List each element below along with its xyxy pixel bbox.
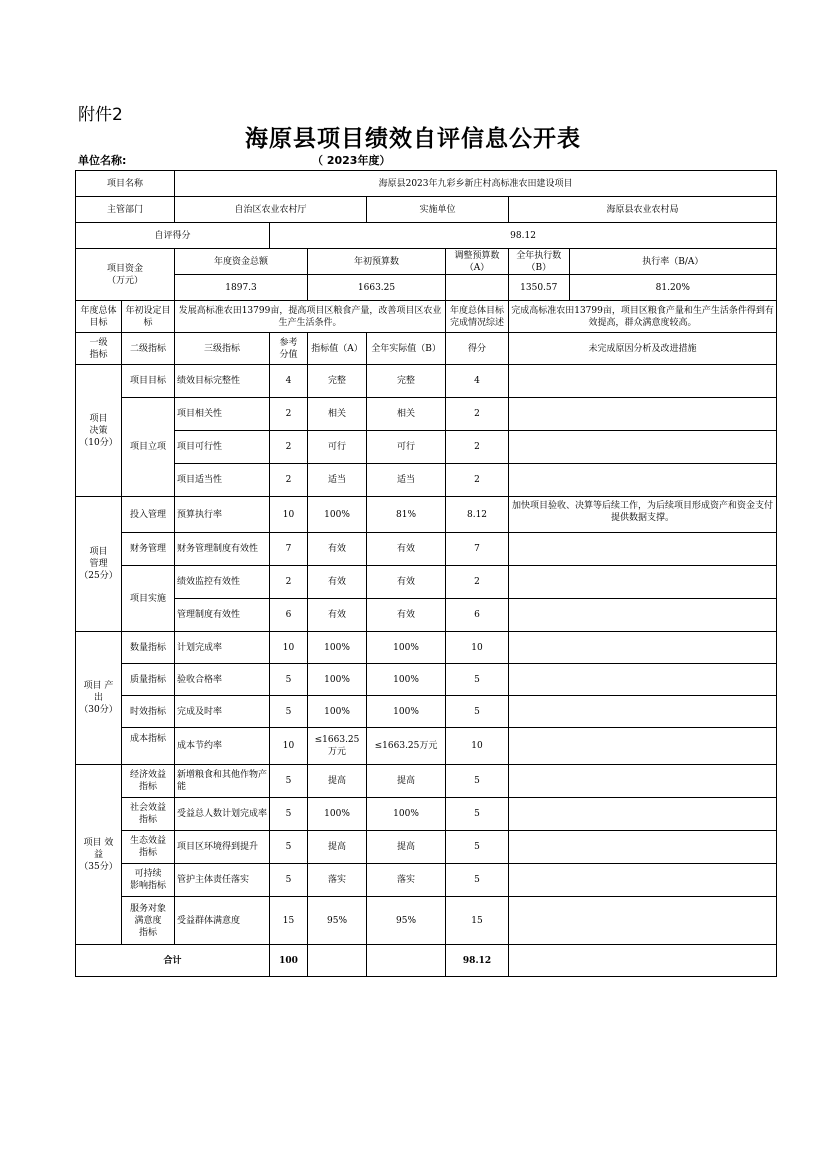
row-l2: 项目立项 — [122, 398, 175, 497]
row-l3: 项目可行性 — [175, 431, 270, 464]
row-ref: 10 — [270, 632, 308, 664]
row-target: 有效 — [308, 599, 367, 632]
row-l3: 成本节约率 — [175, 728, 270, 765]
row-l3: 绩效监控有效性 — [175, 566, 270, 599]
row-actual: ≤1663.25万元 — [367, 728, 446, 765]
total-label: 合计 — [76, 945, 270, 977]
table-row — [76, 464, 777, 497]
row-reason — [509, 632, 777, 664]
table-row — [76, 664, 777, 696]
row-score: 5 — [446, 765, 509, 798]
impl-label: 实施单位 — [367, 197, 509, 223]
row-l2: 时效指标 — [122, 696, 175, 728]
total-ref: 100 — [270, 945, 308, 977]
row-l3: 预算执行率 — [175, 497, 270, 533]
row-ref: 5 — [270, 765, 308, 798]
page-title: 海原县项目绩效自评信息公开表 — [245, 125, 581, 152]
table-row — [76, 497, 777, 533]
row-l3: 验收合格率 — [175, 664, 270, 696]
row-reason — [509, 728, 777, 765]
row-actual: 落实 — [367, 864, 446, 897]
funds-value-row — [76, 275, 777, 301]
row-l3: 新增粮食和其他作物产能 — [175, 765, 270, 798]
row-ref: 10 — [270, 728, 308, 765]
row-ref: 5 — [270, 696, 308, 728]
table-row — [76, 696, 777, 728]
row-target: 100% — [308, 632, 367, 664]
row-target: 100% — [308, 664, 367, 696]
row-score: 2 — [446, 464, 509, 497]
row-l3: 项目适当性 — [175, 464, 270, 497]
row-reason — [509, 431, 777, 464]
row-l3: 财务管理制度有效性 — [175, 533, 270, 566]
row-reason — [509, 831, 777, 864]
header-actual: 全年实际值（B） — [367, 333, 446, 365]
row-target: 提高 — [308, 765, 367, 798]
row-actual: 100% — [367, 632, 446, 664]
row-l2: 服务对象 满意度 指标 — [122, 897, 175, 945]
row-l3: 计划完成率 — [175, 632, 270, 664]
completion-text: 完成高标准农田13799亩，项目区粮食产量和生产生活条件得到有效提高，群众满意度较高。 — [509, 301, 777, 333]
executed-label: 全年执行数 （B） — [509, 249, 569, 274]
annual-total-label: 年度资金总额 — [175, 249, 308, 275]
row-target: 95% — [308, 897, 367, 945]
exec-value-subtable — [509, 275, 776, 300]
row-ref: 10 — [270, 497, 308, 533]
total-target — [308, 945, 367, 977]
row-actual: 提高 — [367, 831, 446, 864]
funds-label: 项目资金 （万元） — [76, 249, 175, 301]
row-score: 5 — [446, 798, 509, 831]
row-ref: 7 — [270, 533, 308, 566]
row-l2: 成本指标 — [122, 728, 175, 765]
table-row — [76, 864, 777, 897]
total-row — [76, 945, 777, 977]
table-row — [76, 566, 777, 599]
unit-name-label: 单位名称: — [78, 154, 127, 167]
total-reason — [509, 945, 777, 977]
executed-value: 1350.57 — [509, 275, 569, 300]
indicator-header-row — [76, 333, 777, 365]
row-score: 5 — [446, 831, 509, 864]
row-l2: 可持续 影响指标 — [122, 864, 175, 897]
row-l2: 项目目标 — [122, 365, 175, 398]
rate-value: 81.20% — [655, 282, 690, 293]
row-ref: 2 — [270, 431, 308, 464]
row-actual: 提高 — [367, 765, 446, 798]
row-ref: 5 — [270, 864, 308, 897]
table-row — [76, 831, 777, 864]
row-ref: 15 — [270, 897, 308, 945]
header-l3: 三级指标 — [175, 333, 270, 365]
row-target: 100% — [308, 798, 367, 831]
row-actual: 100% — [367, 664, 446, 696]
table-row — [76, 398, 777, 431]
row-target: 可行 — [308, 431, 367, 464]
row-score: 5 — [446, 864, 509, 897]
annual-total-value: 1897.3 — [175, 275, 308, 301]
performance-table — [75, 170, 777, 977]
row-reason — [509, 765, 777, 798]
header-target: 指标值（A） — [308, 333, 367, 365]
project-name-row — [76, 171, 777, 197]
header-l2: 二级指标 — [122, 333, 175, 365]
row-reason — [509, 798, 777, 831]
row-score: 7 — [446, 533, 509, 566]
row-actual: 相关 — [367, 398, 446, 431]
row-reason — [509, 664, 777, 696]
row-score: 2 — [446, 398, 509, 431]
row-target: ≤1663.25 万元 — [308, 728, 367, 765]
row-l2: 经济效益 指标 — [122, 765, 175, 798]
table-row — [76, 798, 777, 831]
header-reason: 未完成原因分析及改进措施 — [509, 333, 777, 365]
row-score: 6 — [446, 599, 509, 632]
row-actual: 有效 — [367, 566, 446, 599]
row-actual: 可行 — [367, 431, 446, 464]
goal-label: 年度总体目标 — [76, 301, 122, 333]
table-row — [76, 728, 777, 765]
row-ref: 4 — [270, 365, 308, 398]
row-ref: 5 — [270, 664, 308, 696]
attachment-label: 附件2 — [78, 105, 123, 125]
row-actual: 100% — [367, 696, 446, 728]
dept-label: 主管部门 — [76, 197, 175, 223]
adjusted-budget-value — [446, 275, 509, 301]
row-l2: 质量指标 — [122, 664, 175, 696]
row-l3: 受益总人数计划完成率 — [175, 798, 270, 831]
table-row — [76, 599, 777, 632]
row-ref: 2 — [270, 464, 308, 497]
row-ref: 5 — [270, 798, 308, 831]
row-target: 100% — [308, 497, 367, 533]
group-management: 项目 管理 （25分） — [76, 497, 122, 632]
adjusted-budget-label: 调整预算数 （A） — [446, 249, 509, 275]
row-target: 100% — [308, 696, 367, 728]
row-target: 落实 — [308, 864, 367, 897]
initial-budget-value: 1663.25 — [308, 275, 446, 301]
project-name-label: 项目名称 — [76, 171, 175, 197]
table-row — [76, 533, 777, 566]
row-actual: 完整 — [367, 365, 446, 398]
funds-header-row — [76, 249, 777, 275]
row-ref: 5 — [270, 831, 308, 864]
row-target: 完整 — [308, 365, 367, 398]
header-score: 得分 — [446, 333, 509, 365]
row-reason — [509, 398, 777, 431]
row-actual: 有效 — [367, 599, 446, 632]
row-actual: 有效 — [367, 533, 446, 566]
row-l3: 完成及时率 — [175, 696, 270, 728]
self-score-value: 98.12 — [270, 223, 777, 249]
group-benefit: 项目 效 益 （35分） — [76, 765, 122, 945]
row-reason — [509, 864, 777, 897]
row-actual: 95% — [367, 897, 446, 945]
row-l2: 投入管理 — [122, 497, 175, 533]
row-score: 8.12 — [446, 497, 509, 533]
row-actual: 适当 — [367, 464, 446, 497]
row-score: 10 — [446, 728, 509, 765]
row-l3: 管理制度有效性 — [175, 599, 270, 632]
row-actual: 100% — [367, 798, 446, 831]
row-reason — [509, 897, 777, 945]
row-reason — [509, 566, 777, 599]
row-score: 5 — [446, 696, 509, 728]
initial-goal-label: 年初设定目标 — [122, 301, 175, 333]
row-l3: 项目相关性 — [175, 398, 270, 431]
row-score: 10 — [446, 632, 509, 664]
header-l1: 一级 指标 — [76, 333, 122, 365]
row-target: 相关 — [308, 398, 367, 431]
group-output: 项目 产 出 （30分） — [76, 632, 122, 765]
table-row — [76, 431, 777, 464]
row-l2: 社会效益 指标 — [122, 798, 175, 831]
row-ref: 2 — [270, 398, 308, 431]
completion-label: 年度总体目标完成情况综述 — [446, 301, 509, 333]
initial-budget-label: 年初预算数 — [308, 249, 446, 275]
row-target: 提高 — [308, 831, 367, 864]
row-reason — [509, 365, 777, 398]
row-l2: 数量指标 — [122, 632, 175, 664]
row-reason — [509, 533, 777, 566]
header-ref: 参考 分值 — [270, 333, 308, 365]
row-score: 15 — [446, 897, 509, 945]
dept-value: 自治区农业农村厅 — [175, 197, 367, 223]
row-l3: 项目区环境得到提升 — [175, 831, 270, 864]
row-target: 有效 — [308, 566, 367, 599]
row-ref: 6 — [270, 599, 308, 632]
table-row — [76, 365, 777, 398]
row-l2: 生态效益 指标 — [122, 831, 175, 864]
row-score: 4 — [446, 365, 509, 398]
goal-row — [76, 301, 777, 333]
row-ref: 2 — [270, 566, 308, 599]
row-score: 5 — [446, 664, 509, 696]
initial-goal-text: 发展高标准农田13799亩，提高项目区粮食产量，改善项目区农业生产生活条件。 — [175, 301, 446, 333]
row-score: 2 — [446, 431, 509, 464]
total-actual — [367, 945, 446, 977]
row-target: 适当 — [308, 464, 367, 497]
row-reason — [509, 464, 777, 497]
row-target: 有效 — [308, 533, 367, 566]
row-reason — [509, 696, 777, 728]
rate-label: 执行率（B/A） — [642, 256, 704, 267]
total-score: 98.12 — [446, 945, 509, 977]
row-l2: 项目实施 — [122, 566, 175, 632]
department-row — [76, 197, 777, 223]
row-l2: 财务管理 — [122, 533, 175, 566]
row-reason: 加快项目验收、决算等后续工作，为后续项目形成资产和资金支付提供数据支撑。 — [509, 497, 777, 533]
table-row — [76, 765, 777, 798]
row-reason — [509, 599, 777, 632]
row-actual: 81% — [367, 497, 446, 533]
impl-value: 海原县农业农村局 — [509, 197, 777, 223]
year-label: （ 2023年度） — [312, 154, 391, 167]
exec-subtable — [509, 249, 776, 274]
group-decision: 项目 决策 （10分） — [76, 365, 122, 497]
table-row — [76, 632, 777, 664]
row-score: 2 — [446, 566, 509, 599]
table-row — [76, 897, 777, 945]
row-l3: 绩效目标完整性 — [175, 365, 270, 398]
row-l3: 受益群体满意度 — [175, 897, 270, 945]
self-score-row — [76, 223, 777, 249]
row-l3: 管护主体责任落实 — [175, 864, 270, 897]
project-name-value: 海原县2023年九彩乡新庄村高标准农田建设项目 — [175, 171, 777, 197]
self-score-label: 自评得分 — [76, 223, 270, 249]
